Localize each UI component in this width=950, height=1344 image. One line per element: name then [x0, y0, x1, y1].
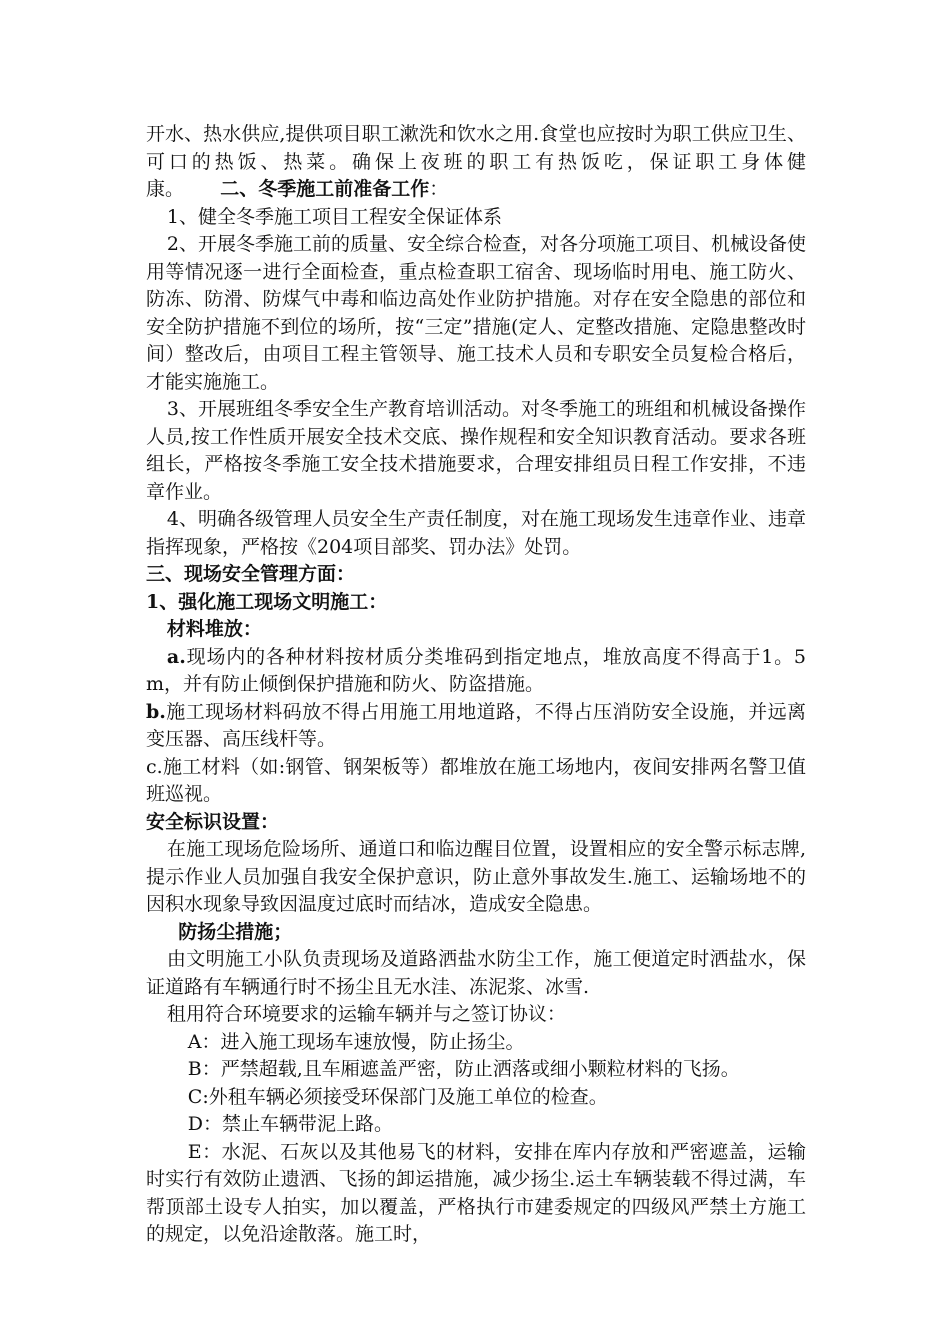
heading-materials — [146, 616, 806, 644]
heading-signs-text: 安全标识设置： — [146, 810, 280, 833]
material-item-a-label: a. — [166, 645, 186, 668]
item-1: 1、健全冬季施工项目工程安全保证体系 — [166, 205, 502, 228]
material-item-b-text: 施工现场材料码放不得占用施工用地道路，不得占压消防安全设施，并远离变压器、高压线杆等。 — [146, 700, 806, 750]
material-item-a-text: 现场内的各种材料按材质分类堆码到指定地点，堆放高度不得高于1。5m，并有防止倾倒保护措施和防火、防盗措施。 — [146, 645, 806, 695]
dust-paragraph: 由文明施工小队负责现场及道路洒盐水防尘工作，施工便道定时洒盐水，保证道路有车辆通行时不扬尘且无水洼、冻泥浆、冰雪. — [146, 948, 806, 998]
dust-lease-paragraph: 租用符合环境要求的运输车辆并与之签订协议： — [166, 1003, 566, 1025]
dust-item-c: C:外租车辆必须接受环保部门及施工单位的检查。 — [187, 1085, 608, 1108]
heading-site-safety — [146, 561, 806, 589]
dust-item-e: E：水泥、石灰以及其他易飞的材料，安排在库内存放和严密遮盖，运输时实行有效防止遗洒、飞扬的卸运措施，减少扬尘.运土车辆装载不得过满，车帮顶部土设专人拍实，加以覆盖，严格执行市建委规定的四级风严禁土方施工的规定，以免沿途散落。施工时， — [146, 1140, 806, 1245]
dust-item-a: A：进入施工现场车速放慢，防止扬尘。 — [187, 1030, 525, 1053]
material-item-a — [146, 644, 806, 699]
dust-item-d: D：禁止车辆带泥上路。 — [187, 1113, 394, 1135]
item-2: 2、开展冬季施工前的质量、安全综合检查，对各分项施工项目、机械设备使用等情况逐一进行全面检查，重点检查职工宿舍、现场临时用电、施工防火、防冻、防滑、防煤气中毒和临边高处作业防护措施。对存在安全隐患的部位和安全防护措施不到位的场所，按“三定”措施(定人、定整改措施、定隐患整改时间）整改后，由项目工程主管领导、施工技术人员和专职安全员复检合格后，才能实施施工。 — [146, 233, 806, 393]
intro-paragraph — [146, 121, 806, 204]
heading-civilized-text: 1、强化施工现场文明施工： — [146, 590, 388, 613]
material-item-c: c.施工材料（如:钢管、钢架板等）都堆放在施工场地内，夜间安排两名警卫值班巡视。 — [146, 755, 806, 805]
heading-signs — [146, 809, 806, 837]
heading-winter-prep: 二、冬季施工前准备工作 — [220, 178, 430, 200]
heading-civilized — [146, 589, 806, 617]
document-body — [146, 121, 806, 1249]
item-4: 4、明确各级管理人员安全生产责任制度，对在施工现场发生违章作业、违章指挥现象，严格按《204项目部奖、罚办法》处罚。 — [146, 508, 806, 558]
dust-item-b: B：严禁超载,且车厢遮盖严密，防止洒落或细小颗粒材料的飞扬。 — [187, 1058, 740, 1080]
material-item-b — [146, 699, 806, 754]
signs-paragraph: 在施工现场危险场所、通道口和临边醒目位置，设置相应的安全警示标志牌,提示作业人员加强自我安全保护意识，防止意外事故发生.施工、运输场地不的因积水现象导致因温度过底时而结冰，造成安全隐患。 — [146, 838, 806, 915]
heading-materials-text: 材料堆放： — [166, 618, 262, 640]
heading-winter-prep-colon: ： — [429, 178, 449, 200]
item-3: 3、开展班组冬季安全生产教育培训活动。对冬季施工的班组和机械设备操作人员,按工作性质开展安全技术交底、操作规程和安全知识教育活动。要求各班组长，严格按冬季施工安全技术措施要求，合理安排组员日程工作安排，不违章作业。 — [146, 398, 806, 503]
material-item-b-label: b. — [146, 700, 166, 723]
heading-dust — [146, 919, 806, 947]
heading-site-safety-text: 三、现场安全管理方面： — [146, 563, 356, 585]
heading-dust-text: 防扬尘措施； — [178, 920, 293, 943]
intro-text: 开水、热水供应,提供项目职工漱洗和饮水之用.食堂也应按时为职工供应卫生、可口的热饭、热菜。确保上夜班的职工有热饭吃，保证职工身体健康。 — [146, 123, 806, 200]
